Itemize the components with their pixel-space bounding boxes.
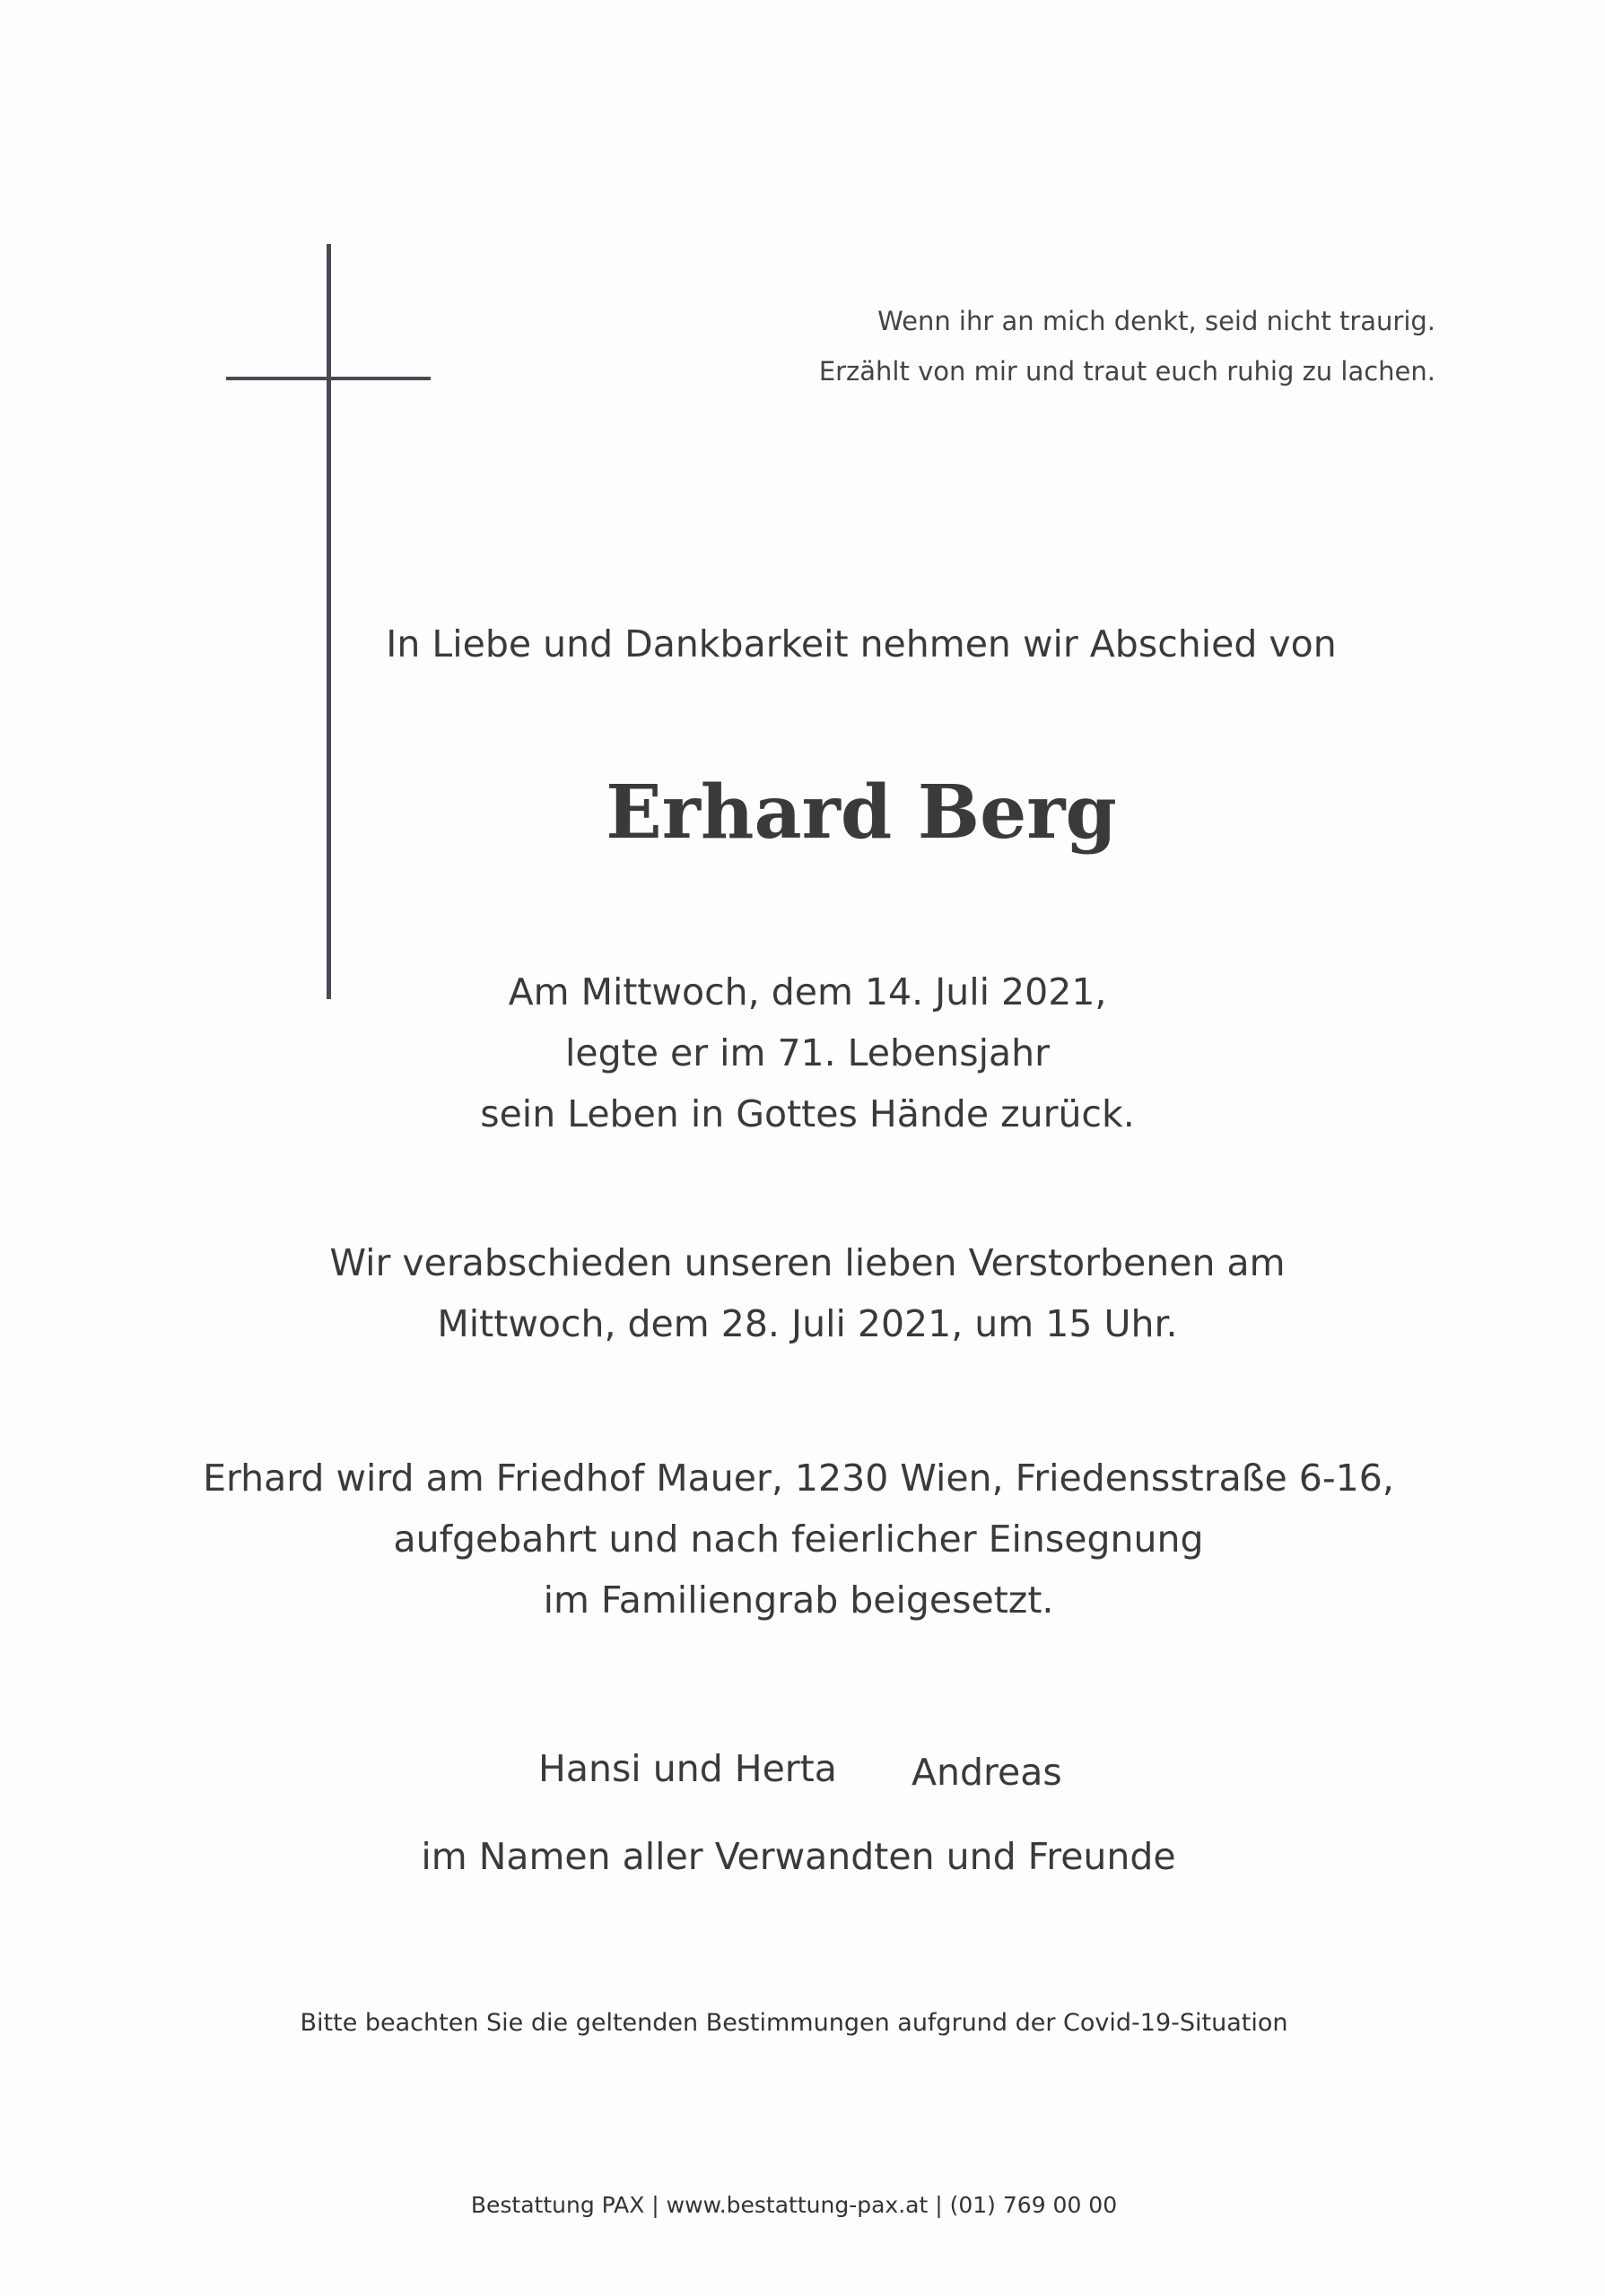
burial-line-1: Erhard wird am Friedhof Mauer, 1230 Wien, Friedensstraße 6-16, [203, 1457, 1394, 1500]
burial-notice [135, 1448, 1462, 1631]
signer-first: Hansi und Herta [538, 1747, 837, 1790]
relatives-line: im Namen aller Verwandten und Freunde [421, 1835, 1176, 1878]
deceased-name: Erhard Berg [606, 770, 1117, 856]
signers [0, 1747, 1605, 1801]
memorial-quote [807, 296, 1435, 396]
cross-horizontal-bar [226, 377, 431, 380]
death-line-1: Am Mittwoch, dem 14. Juli 2021, [508, 970, 1107, 1013]
farewell-line-2: Mittwoch, dem 28. Juli 2021, um 15 Uhr. [437, 1302, 1178, 1345]
death-line-3: sein Leben in Gottes Hände zurück. [480, 1092, 1135, 1135]
cross-vertical-bar [327, 244, 331, 999]
signer-second: Andreas [912, 1751, 1062, 1794]
quote-line-2: Erzählt von mir und traut euch ruhig zu lachen. [818, 356, 1435, 387]
funeral-home-footer: Bestattung PAX | www.bestattung-pax.at | (01) 769 00 00 [470, 2192, 1118, 2218]
death-notice [359, 961, 1256, 1144]
burial-line-2: aufgebahrt und nach feierlicher Einsegnung [393, 1518, 1204, 1561]
farewell-intro: In Liebe und Dankbarkeit nehmen wir Abschied von [386, 622, 1337, 665]
covid-note: Bitte beachten Sie die geltenden Bestimmungen aufgrund der Covid-19-Situation [300, 2009, 1288, 2037]
burial-line-3: im Familiengrab beigesetzt. [543, 1578, 1054, 1622]
death-line-2: legte er im 71. Lebensjahr [565, 1031, 1050, 1074]
quote-line-1: Wenn ihr an mich denkt, seid nicht traurig. [877, 306, 1435, 336]
farewell-line-1: Wir verabschieden unseren lieben Verstorbenen am [329, 1241, 1286, 1284]
farewell-notice [179, 1232, 1435, 1354]
